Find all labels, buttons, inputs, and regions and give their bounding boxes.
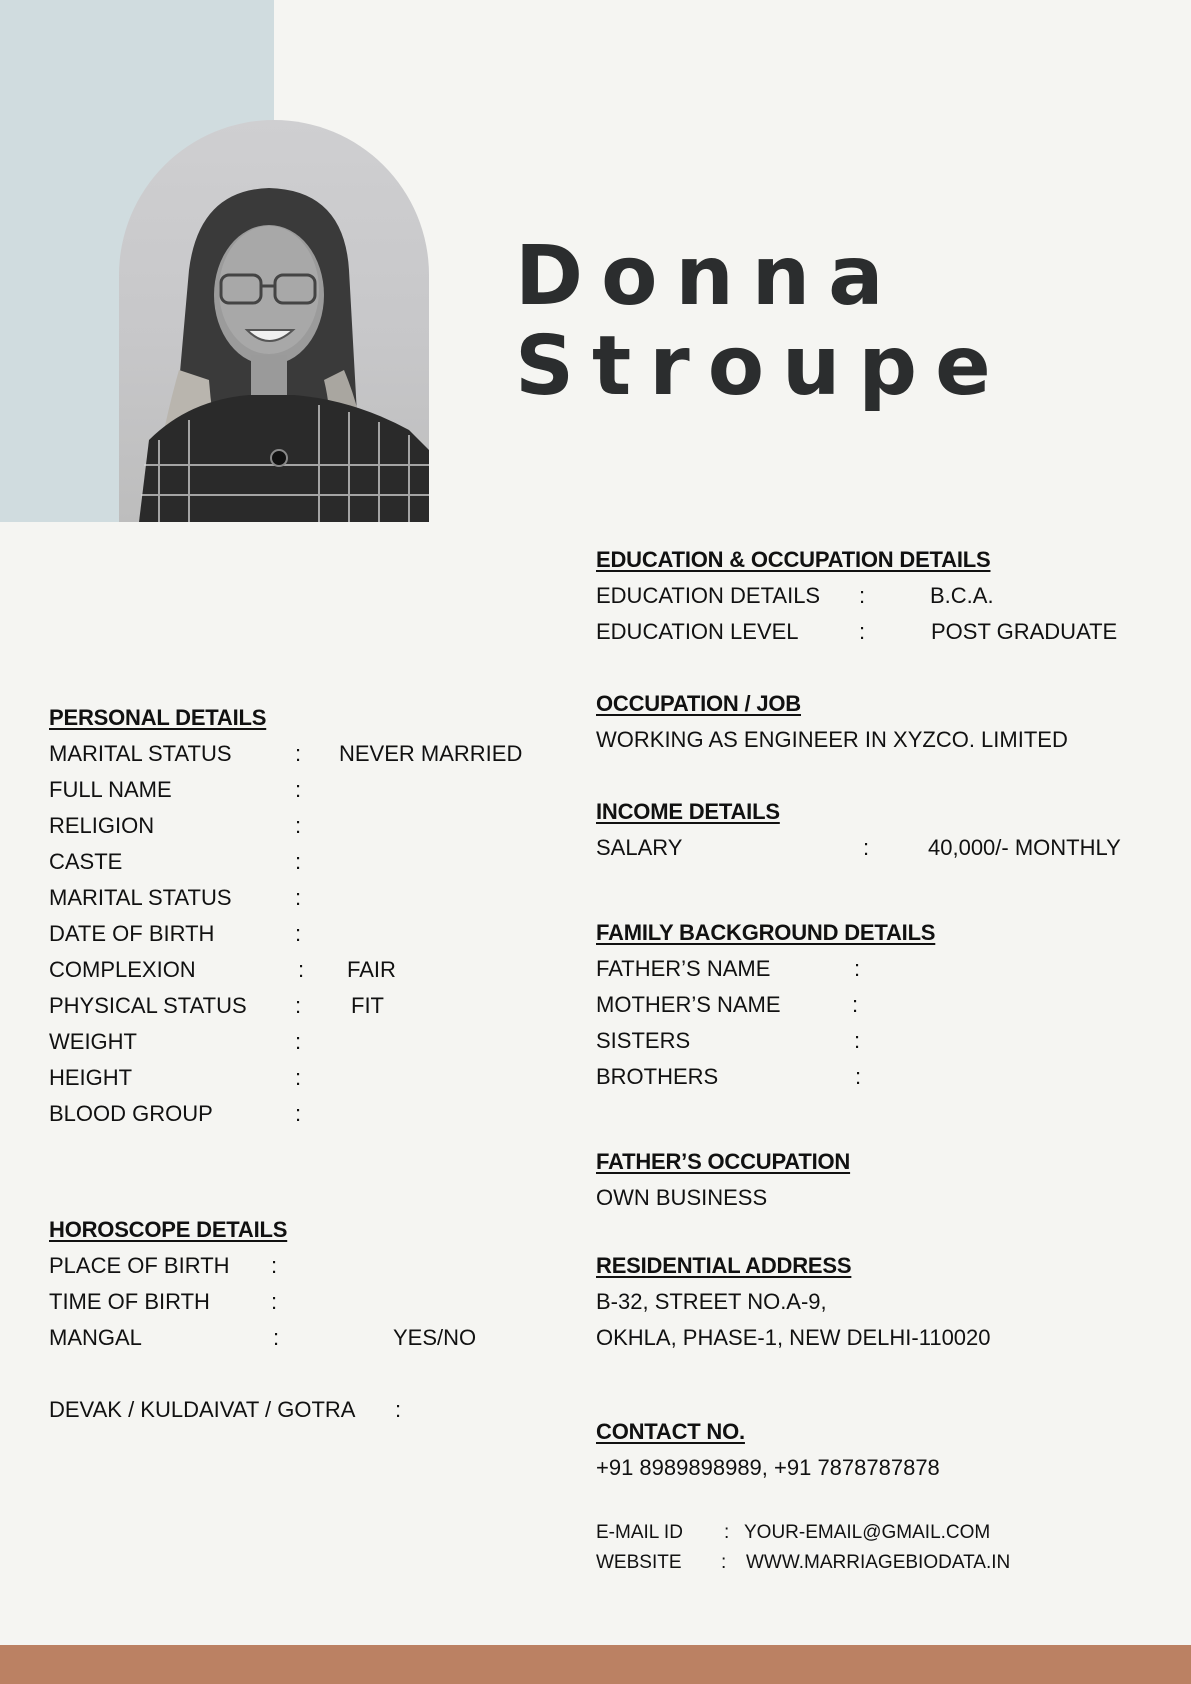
row-separator: : xyxy=(295,1065,302,1090)
row-separator: : xyxy=(295,813,302,838)
detail-row xyxy=(49,1392,529,1428)
row-value: POST GRADUATE xyxy=(931,619,1118,644)
detail-row xyxy=(49,844,529,880)
row-label: TIME OF BIRTH xyxy=(49,1289,210,1314)
row-separator: : xyxy=(295,777,302,802)
row-label: PHYSICAL STATUS xyxy=(49,993,247,1018)
fathers-occupation-text: OWN BUSINESS xyxy=(596,1185,768,1210)
first-name: Donna xyxy=(515,229,902,324)
row-value: NEVER MARRIED xyxy=(339,741,523,766)
phone-numbers: +91 8989898989, +91 7878787878 xyxy=(596,1455,940,1480)
detail-row xyxy=(596,614,1166,650)
detail-row xyxy=(596,578,1166,614)
row-separator: : xyxy=(295,885,302,910)
section-heading: HOROSCOPE DETAILS xyxy=(49,1217,288,1242)
section-heading: OCCUPATION / JOB xyxy=(596,691,801,716)
row-separator: : xyxy=(295,849,302,874)
row-label: PLACE OF BIRTH xyxy=(49,1253,230,1278)
row-value: YES/NO xyxy=(393,1325,477,1350)
detail-row xyxy=(596,1023,1166,1059)
last-name: Stroupe xyxy=(515,319,1009,414)
section-heading: CONTACT NO. xyxy=(596,1419,745,1444)
website-link[interactable]: WWW.MARRIAGEBIODATA.IN xyxy=(746,1552,1011,1573)
detail-row xyxy=(49,1096,529,1132)
detail-row xyxy=(49,1060,529,1096)
residential-address-section xyxy=(596,1248,1166,1356)
detail-row xyxy=(49,772,529,808)
family-background-section xyxy=(596,915,1166,1095)
row-label: MARITAL STATUS xyxy=(49,741,232,766)
row-label: MANGAL xyxy=(49,1325,142,1350)
detail-row xyxy=(49,880,529,916)
row-value: B.C.A. xyxy=(930,583,994,608)
row-separator: : xyxy=(859,583,866,608)
footer-band xyxy=(0,1645,1191,1684)
row-label: CASTE xyxy=(49,849,123,874)
row-label: RELIGION xyxy=(49,813,155,838)
row-label: FATHER’S NAME xyxy=(596,956,771,981)
detail-row xyxy=(596,1548,1166,1578)
detail-row xyxy=(49,1320,529,1356)
section-heading: FATHER’S OCCUPATION xyxy=(596,1149,851,1174)
row-label: HEIGHT xyxy=(49,1065,133,1090)
detail-row xyxy=(49,808,529,844)
profile-photo xyxy=(119,120,429,522)
row-separator: : xyxy=(395,1397,402,1422)
occupation-text: WORKING AS ENGINEER IN XYZCO. LIMITED xyxy=(596,727,1068,752)
horoscope-details-section xyxy=(49,1212,529,1428)
detail-row xyxy=(596,1518,1166,1548)
row-label: MOTHER’S NAME xyxy=(596,992,781,1017)
detail-row xyxy=(49,1024,529,1060)
address-line: OKHLA, PHASE-1, NEW DELHI-110020 xyxy=(596,1325,991,1350)
row-separator: : xyxy=(271,1289,278,1314)
row-label: BROTHERS xyxy=(596,1064,719,1089)
row-value: FIT xyxy=(351,993,384,1018)
contact-section xyxy=(596,1414,1166,1486)
detail-row xyxy=(49,952,529,988)
detail-row xyxy=(596,1059,1166,1095)
address-line: B-32, STREET NO.A-9, xyxy=(596,1289,827,1314)
detail-row xyxy=(596,987,1166,1023)
detail-row xyxy=(49,988,529,1024)
occupation-section xyxy=(596,686,1166,758)
row-separator: : xyxy=(859,619,866,644)
row-separator: : xyxy=(854,1028,861,1053)
fathers-occupation-section xyxy=(596,1144,1166,1216)
row-label: COMPLEXION xyxy=(49,957,196,982)
row-value: FAIR xyxy=(347,957,396,982)
row-value: 40,000/- MONTHLY xyxy=(928,835,1121,860)
section-heading: INCOME DETAILS xyxy=(596,799,780,824)
detail-row xyxy=(49,1248,529,1284)
row-separator: : xyxy=(852,992,859,1017)
detail-row xyxy=(596,951,1166,987)
row-label: SISTERS xyxy=(596,1028,691,1053)
row-label: E-MAIL ID xyxy=(596,1522,683,1543)
section-heading: EDUCATION & OCCUPATION DETAILS xyxy=(596,547,991,572)
row-separator: : xyxy=(271,1253,278,1278)
row-separator: : xyxy=(295,1101,302,1126)
row-separator: : xyxy=(295,741,302,766)
row-label: EDUCATION DETAILS xyxy=(596,583,821,608)
row-separator: : xyxy=(273,1325,280,1350)
row-separator: : xyxy=(855,1064,862,1089)
row-label: MARITAL STATUS xyxy=(49,885,232,910)
row-label: EDUCATION LEVEL xyxy=(596,619,799,644)
detail-row xyxy=(49,736,529,772)
personal-details-section xyxy=(49,700,529,1132)
profile-name xyxy=(515,229,1009,414)
row-separator: : xyxy=(724,1522,730,1543)
email-link[interactable]: YOUR-EMAIL@GMAIL.COM xyxy=(744,1522,991,1543)
contact-extra-section xyxy=(596,1518,1166,1578)
row-label: WEBSITE xyxy=(596,1552,682,1573)
row-separator: : xyxy=(295,1029,302,1054)
section-heading: RESIDENTIAL ADDRESS xyxy=(596,1253,852,1278)
row-label: WEIGHT xyxy=(49,1029,137,1054)
row-label: BLOOD GROUP xyxy=(49,1101,213,1126)
detail-row xyxy=(49,916,529,952)
detail-row xyxy=(596,830,1166,866)
row-label: FULL NAME xyxy=(49,777,172,802)
income-section xyxy=(596,794,1166,866)
row-separator: : xyxy=(295,993,302,1018)
row-separator: : xyxy=(298,957,305,982)
row-label: DATE OF BIRTH xyxy=(49,921,215,946)
row-separator: : xyxy=(863,835,870,860)
section-heading: FAMILY BACKGROUND DETAILS xyxy=(596,920,936,945)
row-separator: : xyxy=(721,1552,727,1573)
row-label: DEVAK / KULDAIVAT / GOTRA xyxy=(49,1397,356,1422)
row-separator: : xyxy=(854,956,861,981)
section-heading: PERSONAL DETAILS xyxy=(49,705,267,730)
detail-row xyxy=(49,1284,529,1320)
portrait-image-icon xyxy=(119,120,429,522)
row-separator: : xyxy=(295,921,302,946)
row-label: SALARY xyxy=(596,835,683,860)
education-section xyxy=(596,542,1166,650)
